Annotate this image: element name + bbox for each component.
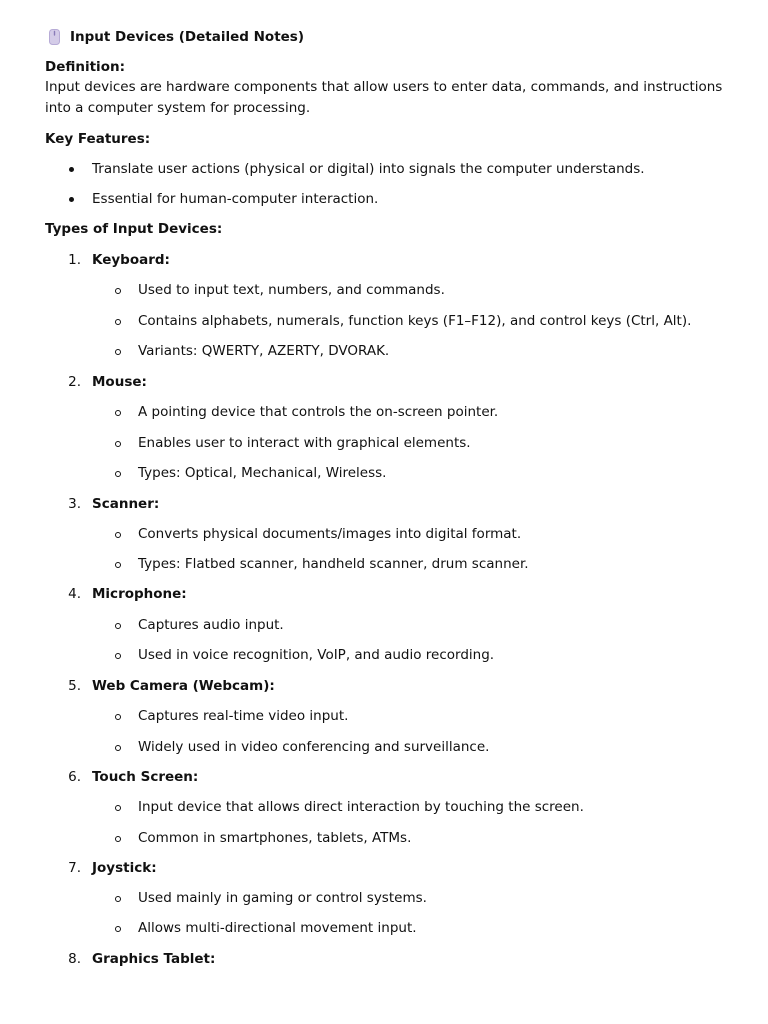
device-point: Common in smartphones, tablets, ATMs. — [138, 830, 412, 846]
device-number: 2. — [68, 374, 81, 390]
bullet-circle — [115, 805, 121, 811]
device-name: Scanner: — [92, 496, 160, 512]
bullet-circle — [115, 319, 121, 325]
device-point: Used in voice recognition, VoIP, and audio recording. — [138, 647, 495, 663]
bullet-circle — [115, 714, 121, 720]
device-number: 4. — [68, 586, 81, 602]
device-point: Variants: QWERTY, AZERTY, DVORAK. — [138, 343, 390, 359]
bullet-circle — [115, 745, 121, 751]
bullet-circle — [115, 532, 121, 538]
device-name: Graphics Tablet: — [92, 951, 216, 967]
device-number: 3. — [68, 496, 81, 512]
bullet-circle — [115, 562, 121, 568]
bullet-circle — [115, 926, 121, 932]
device-point: Captures audio input. — [138, 617, 284, 633]
bullet-disc — [69, 167, 74, 172]
bullet-circle — [115, 653, 121, 659]
types-heading: Types of Input Devices: — [45, 221, 223, 237]
device-name: Keyboard: — [92, 252, 170, 268]
device-point: Allows multi-directional movement input. — [138, 920, 417, 936]
device-number: 1. — [68, 252, 81, 268]
device-number: 8. — [68, 951, 81, 967]
device-point: Used mainly in gaming or control systems. — [138, 890, 427, 906]
definition-heading: Definition: — [45, 59, 125, 75]
device-point: Converts physical documents/images into digital format. — [138, 526, 522, 542]
key-feature-item: Translate user actions (physical or digital) into signals the computer understands. — [92, 161, 645, 177]
device-point: Widely used in video conferencing and surveillance. — [138, 739, 490, 755]
device-name: Joystick: — [92, 860, 157, 876]
title-text: Input Devices (Detailed Notes) — [70, 29, 305, 45]
device-point: Captures real-time video input. — [138, 708, 349, 724]
bullet-circle — [115, 896, 121, 902]
device-point: Types: Optical, Mechanical, Wireless. — [138, 465, 387, 481]
bullet-circle — [115, 349, 121, 355]
device-point: A pointing device that controls the on-screen pointer. — [138, 404, 499, 420]
device-number: 7. — [68, 860, 81, 876]
bullet-circle — [115, 441, 121, 447]
device-name: Mouse: — [92, 374, 147, 390]
device-name: Web Camera (Webcam): — [92, 678, 275, 694]
device-name: Touch Screen: — [92, 769, 199, 785]
device-point: Input device that allows direct interaction by touching the screen. — [138, 799, 584, 815]
bullet-circle — [115, 623, 121, 629]
key-feature-item: Essential for human-computer interaction. — [92, 191, 379, 207]
bullet-circle — [115, 410, 121, 416]
document-title — [49, 27, 304, 47]
device-point: Enables user to interact with graphical elements. — [138, 435, 471, 451]
bullet-circle — [115, 471, 121, 477]
key-features-heading: Key Features: — [45, 131, 151, 147]
bullet-disc — [69, 197, 74, 202]
mouse-icon — [49, 29, 60, 45]
bullet-circle — [115, 288, 121, 294]
device-point: Types: Flatbed scanner, handheld scanner, drum scanner. — [138, 556, 529, 572]
bullet-circle — [115, 836, 121, 842]
definition-body: Input devices are hardware components that allow users to enter data, commands, and instructions into a computer system for processing. — [45, 79, 723, 116]
device-point: Used to input text, numbers, and commands. — [138, 282, 445, 298]
device-name: Microphone: — [92, 586, 187, 602]
device-number: 6. — [68, 769, 81, 785]
device-point: Contains alphabets, numerals, function keys (F1–F12), and control keys (Ctrl, Alt). — [138, 313, 692, 329]
device-number: 5. — [68, 678, 81, 694]
